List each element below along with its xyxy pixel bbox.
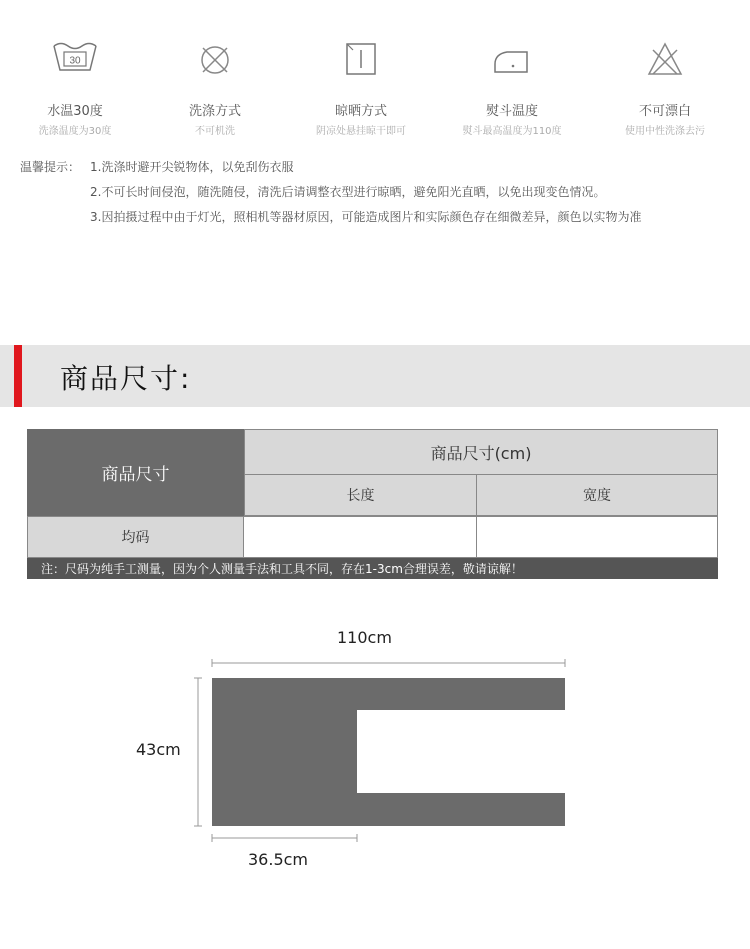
care-item-ironing <box>437 38 587 137</box>
diagram-shape <box>0 600 750 949</box>
tip-item: 3.因拍摄过程中由于灯光，照相机等器材原因，可能造成图片和实际颜色存在细微差异，颜色以实物为准 <box>90 210 642 224</box>
wash-temp-number: 30 <box>69 55 81 67</box>
care-title: 晾晒方式 <box>334 104 387 119</box>
care-subtitle: 洗涤温度为30度 <box>38 126 112 137</box>
table-cell-length <box>244 516 477 558</box>
tip-item: 2.不可长时间侵泡，随洗随侵，清洗后请调整衣型进行晾晒，避免阳光直晒，以免出现变色情况。 <box>90 185 606 199</box>
column-header-width: 宽度 <box>477 475 718 516</box>
no-bleach-icon <box>590 38 740 86</box>
table-row-size: 均码 <box>27 516 244 558</box>
tip-item: 1.洗涤时避开尖锐物体，以免刮伤衣服 <box>90 160 294 174</box>
iron-icon <box>437 38 587 86</box>
section-accent-bar <box>14 345 22 407</box>
segment-width-label: 36.5cm <box>248 850 309 869</box>
care-subtitle: 熨斗最高温度为110度 <box>462 126 562 137</box>
size-table <box>27 429 718 579</box>
care-item-wash-method <box>140 38 290 137</box>
care-subtitle: 不可机洗 <box>195 126 235 137</box>
table-corner-header: 商品尺寸 <box>27 429 244 516</box>
care-title: 不可漂白 <box>638 104 691 119</box>
care-subtitle: 使用中性洗涤去污 <box>625 126 705 137</box>
garment-shape <box>212 678 565 826</box>
wash-30-icon <box>0 38 150 86</box>
care-item-bleach <box>590 38 740 137</box>
care-item-drying <box>286 38 436 137</box>
care-title: 水温30度 <box>47 104 103 119</box>
no-machine-wash-icon <box>140 38 290 86</box>
table-cell-width <box>477 516 718 558</box>
hang-dry-icon <box>286 38 436 86</box>
care-instructions <box>0 38 750 138</box>
measurement-note: 注：尺码为纯手工测量，因为个人测量手法和工具不同，存在1-3cm合理误差，敬请谅解！ <box>27 558 718 579</box>
column-header-length: 长度 <box>244 475 477 516</box>
care-subtitle: 阴凉处悬挂晾干即可 <box>316 126 406 137</box>
tips-prefix: 温馨提示： <box>20 160 81 174</box>
care-title: 洗涤方式 <box>188 104 241 119</box>
height-label: 43cm <box>136 740 181 759</box>
table-group-header: 商品尺寸(cm) <box>244 429 718 475</box>
total-length-label: 110cm <box>337 628 392 647</box>
care-title: 熨斗温度 <box>485 104 538 119</box>
section-title: 商品尺寸: <box>60 362 192 395</box>
size-diagram <box>0 600 750 949</box>
section-header <box>0 345 750 407</box>
care-item-wash-temp <box>0 38 150 137</box>
